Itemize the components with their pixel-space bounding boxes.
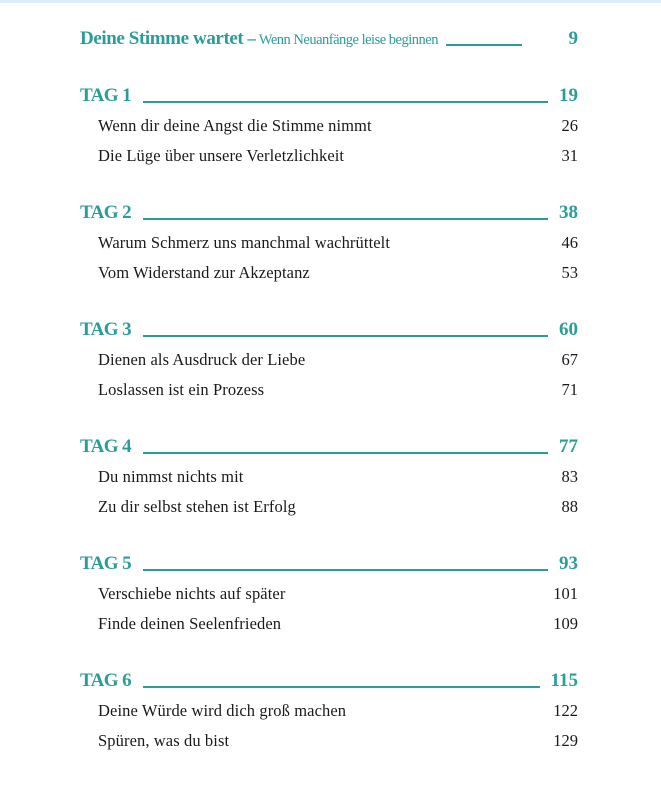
entry-title: Zu dir selbst stehen ist Erfolg <box>98 497 296 516</box>
section-label: TAG 3 <box>80 319 132 340</box>
section-heading[interactable] <box>80 553 578 579</box>
section-heading[interactable] <box>80 319 578 345</box>
entry-page-number: 46 <box>561 233 578 252</box>
toc-entry[interactable] <box>80 141 578 171</box>
leader-line <box>143 556 548 571</box>
toc-entry[interactable] <box>80 258 578 288</box>
intro-page-number: 9 <box>568 28 578 49</box>
section-heading[interactable] <box>80 202 578 228</box>
section-label: TAG 4 <box>80 436 132 457</box>
toc-entry[interactable] <box>80 345 578 375</box>
leader-line <box>143 439 548 454</box>
toc-section-tag-6 <box>80 670 578 756</box>
entry-page-number: 88 <box>561 497 578 516</box>
entry-title: Die Lüge über unsere Verletzlichkeit <box>98 146 345 165</box>
entry-page-number: 67 <box>561 350 578 369</box>
section-page-number: 19 <box>559 85 578 106</box>
section-page-number: 38 <box>559 202 578 223</box>
entry-title: Deine Würde wird dich groß machen <box>98 701 347 720</box>
entry-title: Wenn dir deine Angst die Stimme nimmt <box>98 116 372 135</box>
section-page-number: 93 <box>559 553 578 574</box>
table-of-contents <box>80 28 578 756</box>
toc-entry[interactable] <box>80 375 578 405</box>
section-heading[interactable] <box>80 670 578 696</box>
entry-page-number: 129 <box>553 731 578 750</box>
entry-page-number: 53 <box>561 263 578 282</box>
entry-page-number: 26 <box>561 116 578 135</box>
entry-page-number: 83 <box>561 467 578 486</box>
entry-page-number: 101 <box>553 584 578 603</box>
leader-line <box>143 205 548 220</box>
section-heading[interactable] <box>80 436 578 462</box>
section-label: TAG 6 <box>80 670 132 691</box>
toc-section-tag-4 <box>80 436 578 522</box>
toc-intro-entry[interactable] <box>80 28 578 54</box>
toc-entry[interactable] <box>80 111 578 141</box>
leader-line <box>446 32 522 46</box>
toc-section-tag-2 <box>80 202 578 288</box>
intro-title: Deine Stimme wartet <box>80 28 244 49</box>
entry-page-number: 122 <box>553 701 578 720</box>
toc-entry[interactable] <box>80 609 578 639</box>
entry-title: Du nimmst nichts mit <box>98 467 244 486</box>
toc-entry[interactable] <box>80 726 578 756</box>
entry-title: Verschiebe nichts auf später <box>98 584 286 603</box>
leader-line <box>143 673 540 688</box>
section-page-number: 77 <box>559 436 578 457</box>
toc-entry[interactable] <box>80 228 578 258</box>
entry-page-number: 109 <box>553 614 578 633</box>
toc-section-tag-3 <box>80 319 578 405</box>
entry-title: Spüren, was du bist <box>98 731 230 750</box>
section-page-number: 115 <box>550 670 578 691</box>
section-label: TAG 5 <box>80 553 132 574</box>
section-page-number: 60 <box>559 319 578 340</box>
section-label: TAG 2 <box>80 202 132 223</box>
toc-entry[interactable] <box>80 462 578 492</box>
section-label: TAG 1 <box>80 85 132 106</box>
top-border-strip <box>0 0 661 3</box>
intro-subtitle: Wenn Neuanfänge leise beginnen <box>258 32 438 48</box>
entry-title: Dienen als Ausdruck der Liebe <box>98 350 306 369</box>
toc-section-tag-1 <box>80 85 578 171</box>
entry-title: Warum Schmerz uns manchmal wachrüttelt <box>98 233 391 252</box>
entry-title: Finde deinen Seelenfrieden <box>98 614 282 633</box>
section-heading[interactable] <box>80 85 578 111</box>
toc-entry[interactable] <box>80 696 578 726</box>
entry-title: Vom Widerstand zur Akzeptanz <box>98 263 310 282</box>
toc-entry[interactable] <box>80 492 578 522</box>
entry-page-number: 71 <box>561 380 578 399</box>
entry-title: Loslassen ist ein Prozess <box>98 380 265 399</box>
toc-section-tag-5 <box>80 553 578 639</box>
leader-line <box>143 88 548 103</box>
leader-line <box>143 322 548 337</box>
intro-dash: – <box>247 29 256 48</box>
toc-entry[interactable] <box>80 579 578 609</box>
entry-page-number: 31 <box>561 146 578 165</box>
